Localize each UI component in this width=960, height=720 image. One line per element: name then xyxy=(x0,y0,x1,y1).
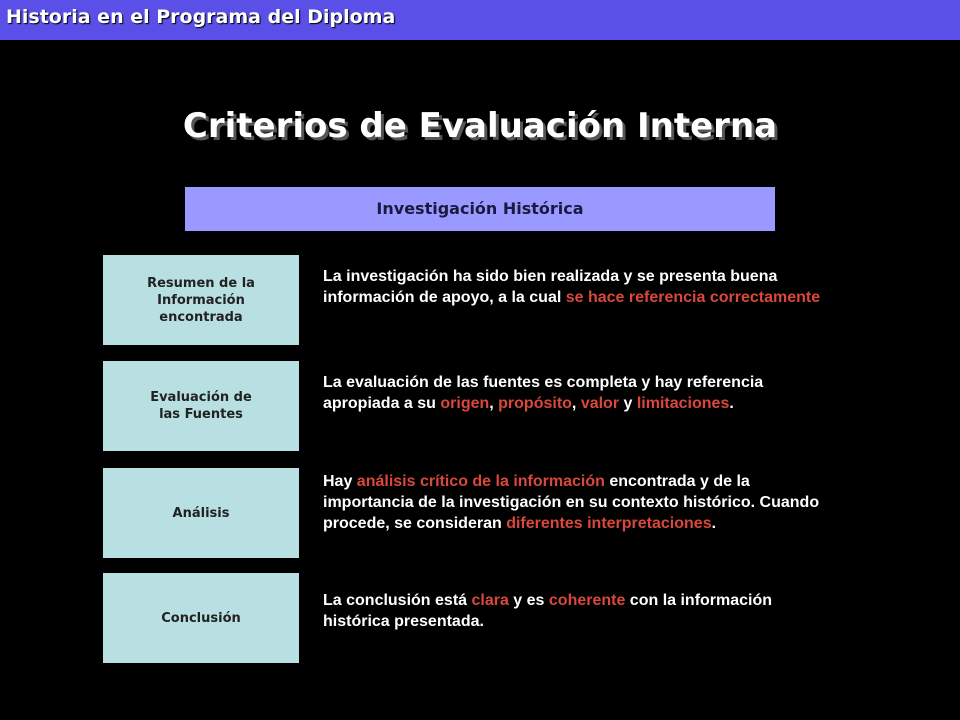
desc-highlight: valor xyxy=(580,395,620,412)
section-header: Investigación Histórica xyxy=(185,187,775,231)
criterion-label-text: Resumen de la Información encontrada xyxy=(147,275,255,325)
desc-text: , xyxy=(571,395,581,412)
desc-highlight: clara xyxy=(471,592,509,609)
criterion-label-resumen xyxy=(103,255,299,345)
desc-text: La evaluación de las fuentes es completa y hay referencia apropiada a su xyxy=(323,374,764,412)
desc-highlight: diferentes interpretaciones xyxy=(506,515,712,532)
criterion-label-text: Evaluación de las Fuentes xyxy=(150,390,252,422)
desc-highlight: origen xyxy=(440,395,490,412)
desc-text: La conclusión está xyxy=(323,592,472,609)
desc-highlight: limitaciones xyxy=(636,395,730,412)
desc-highlight: coherente xyxy=(548,592,626,609)
criterion-label-text: Análisis xyxy=(172,505,230,521)
criterion-label-conclusion xyxy=(103,573,299,663)
desc-text: y es xyxy=(508,592,549,609)
desc-text: . xyxy=(711,515,717,532)
header-bar xyxy=(0,0,960,40)
desc-text: Hay xyxy=(323,473,357,490)
criterion-label-analisis xyxy=(103,468,299,558)
desc-highlight: se hace referencia correctamente xyxy=(565,289,821,306)
criterion-description-conclusion xyxy=(323,590,833,632)
criterion-description-fuentes xyxy=(323,372,833,414)
desc-text: con la información histórica presentada. xyxy=(323,592,773,630)
desc-highlight: propósito xyxy=(498,395,572,412)
page-title: Criterios de Evaluación Interna xyxy=(182,106,778,146)
criterion-description-resumen xyxy=(323,266,833,308)
desc-text: y xyxy=(619,395,637,412)
desc-text: La investigación ha sido bien realizada y se presenta buena información de apoyo, a la cual xyxy=(323,268,778,306)
criterion-description-analisis xyxy=(323,471,833,534)
desc-text: , xyxy=(489,395,499,412)
desc-text: . xyxy=(729,395,734,412)
desc-text: encontrada y de la importancia de la investigación en su contexto histórico. Cuando procede, se consideran xyxy=(323,473,820,532)
header-title: Historia en el Programa del Diploma xyxy=(6,6,396,28)
criterion-label-text: Conclusión xyxy=(161,610,241,626)
criterion-label-fuentes xyxy=(103,361,299,451)
desc-highlight: análisis crítico de la información xyxy=(356,473,605,490)
